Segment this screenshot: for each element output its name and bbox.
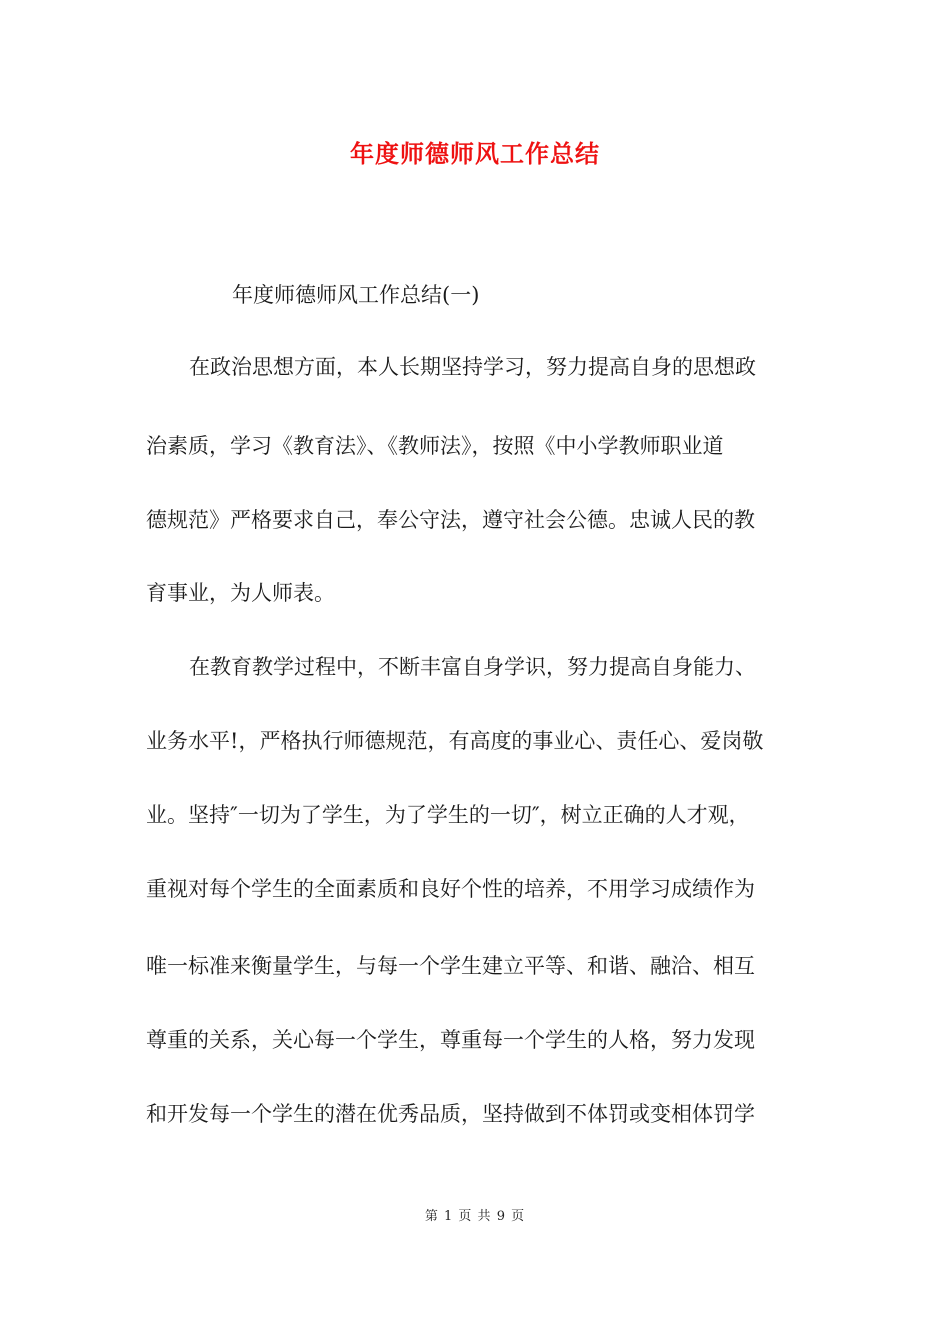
section-subtitle: 年度师德师风工作总结(一) bbox=[232, 283, 480, 307]
paragraph-line: 和开发每一个学生的潜在优秀品质，坚持做到不体罚或变相体罚学 bbox=[146, 1102, 755, 1126]
document-title: 年度师德师风工作总结 bbox=[350, 139, 600, 168]
page-number-footer: 第 1 页 共 9 页 bbox=[424, 1209, 526, 1224]
paragraph-line: 治素质，学习《教育法》、《教师法》，按照《中小学教师职业道 bbox=[146, 434, 724, 458]
paragraph-line: 业。坚持″一切为了学生，为了学生的一切″，树立正确的人才观， bbox=[146, 803, 750, 827]
paragraph-line: 德规范》严格要求自己，奉公守法，遵守社会公德。忠诚人民的教 bbox=[146, 508, 755, 532]
paragraph-line: 重视对每个学生的全面素质和良好个性的培养，不用学习成绩作为 bbox=[146, 877, 755, 901]
paragraph-line: 育事业，为人师表。 bbox=[146, 581, 335, 605]
paragraph-line: 业务水平!，严格执行师德规范，有高度的事业心、责任心、爱岗敬 bbox=[146, 729, 764, 753]
paragraph-line: 唯一标准来衡量学生，与每一个学生建立平等、和谐、融洽、相互 bbox=[146, 954, 755, 978]
paragraph-line: 尊重的关系，关心每一个学生，尊重每一个学生的人格，努力发现 bbox=[146, 1028, 755, 1052]
paragraph-line: 在政治思想方面，本人长期坚持学习，努力提高自身的思想政 bbox=[189, 355, 756, 379]
paragraph-line: 在教育教学过程中，不断丰富自身学识，努力提高自身能力、 bbox=[189, 655, 756, 679]
